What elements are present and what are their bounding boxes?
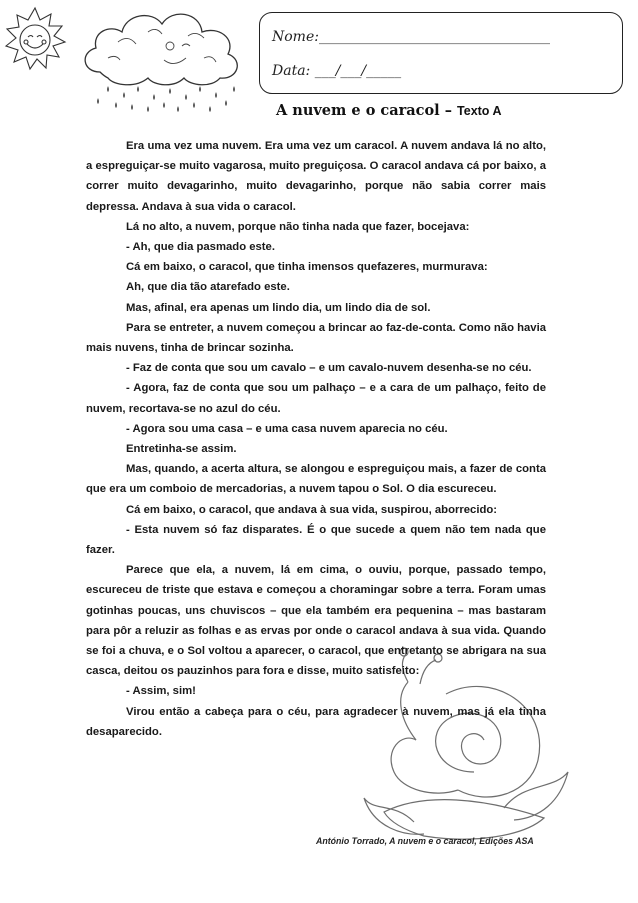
title-text: A nuvem e o caracol – — [276, 102, 458, 119]
name-date-box — [259, 12, 623, 94]
paragraph: - Agora sou uma casa – e uma casa nuvem aparecia no céu. — [126, 422, 448, 435]
paragraph: - Ah, que dia pasmado este. — [126, 241, 275, 254]
paragraph: Ah, que dia tão atarefado este. — [126, 281, 290, 294]
page-title — [276, 102, 501, 119]
rain-cloud-icon — [78, 2, 250, 114]
paragraph: Lá no alto, a nuvem, porque não tinha nada que fazer, bocejava: — [126, 220, 470, 233]
paragraph: Cá em baixo, o caracol, que andava à sua vida, suspirou, aborrecido: — [126, 503, 498, 516]
paragraph: Mas, afinal, era apenas um lindo dia, um lindo dia de sol. — [126, 301, 431, 314]
paragraph: - Assim, sim! — [126, 685, 196, 698]
paragraph: Mas, quando, a acerta altura, se alongou e espreguiçou mais, a fazer de conta que era um comboio de mercadorias, a nuvem tapou o Sol. O dia escureceu. — [86, 463, 546, 496]
date-field[interactable]: Data: ___/___/_____ — [272, 63, 402, 79]
paragraph: Parece que ela, a nuvem, lá em cima, o ouviu, porque, passado tempo, escureceu de triste que estava e começou a choramingar sobre a terra. Foram umas gotinhas poucas, uns chuviscos – que ela também era pequenina – mas bastaram para pôr a reluzir as folhas e as ervas por onde o caracol andava à sua vida. Quando se foi a chuva, e o Sol voltou a aparecer, o caracol, que entretanto se abrigara na sua casca, deitou os pauzinhos para fora e disse, muito satisfeito: — [86, 564, 546, 678]
story-text — [86, 136, 546, 742]
sun-icon — [2, 6, 68, 72]
paragraph: Entretinha-se assim. — [126, 443, 237, 456]
paragraph: Cá em baixo, o caracol, que tinha imensos quefazeres, murmurava: — [126, 261, 488, 274]
name-field[interactable]: Nome:_________________________________ — [272, 29, 550, 45]
paragraph: - Faz de conta que sou um cavalo – e um cavalo-nuvem desenha-se no céu. — [126, 362, 532, 375]
paragraph: - Esta nuvem só faz disparates. É o que sucede a quem não tem nada que fazer. — [86, 523, 546, 557]
title-tag: Texto A — [457, 104, 502, 118]
paragraph: - Agora, faz de conta que sou um palhaço – e a cara de um palhaço, feito de nuvem, recortava-se no azul do céu. — [86, 382, 546, 415]
paragraph: Para se entreter, a nuvem começou a brincar ao faz-de-conta. Como não havia mais nuvens, tinha de brincar sozinha. — [86, 321, 547, 355]
source-credit: António Torrado, A nuvem e o caracol, Edições ASA — [316, 836, 534, 846]
paragraph: Era uma vez uma nuvem. Era uma vez um caracol. A nuvem andava lá no alto, a espreguiçar-se muito vagarosa, muito preguiçosa. O caracol andava cá por baixo, a correr muito devagarinho, muito devagarinho, porque não sabia correr mais depressa. Andava à sua vida o caracol. — [86, 140, 546, 213]
paragraph: Virou então a cabeça para o céu, para agradecer à nuvem, mas já ela tinha desaparecido. — [86, 705, 546, 738]
